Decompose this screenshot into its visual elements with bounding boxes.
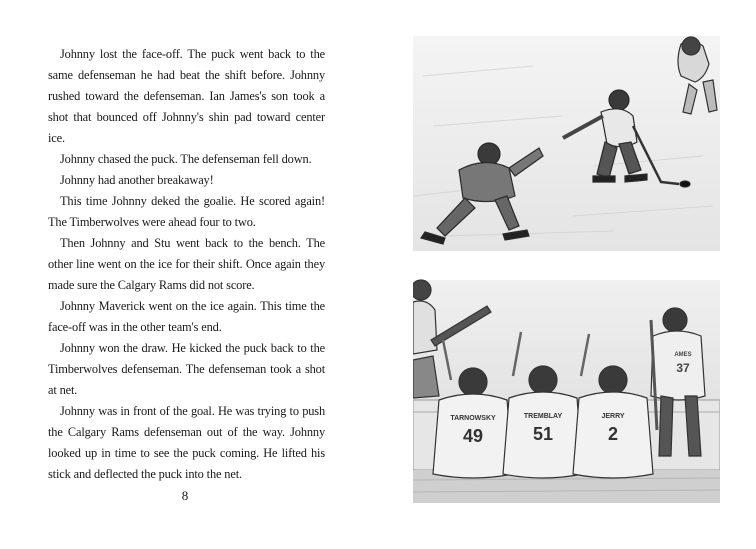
paragraph: Johnny lost the face-off. The puck went back to the same defenseman he had beat the shift before. Johnny rushed toward the defenseman. Ian James's son took a shot that bounced off Johnny's shin pad toward center ice. bbox=[48, 47, 325, 145]
jersey-name: TARNOWSKY bbox=[450, 415, 496, 422]
jersey-name: JERRY bbox=[601, 413, 625, 420]
jersey-number: 37 bbox=[676, 361, 690, 375]
paragraph: Johnny was in front of the goal. He was trying to push the Calgary Rams defenseman out of the way. Johnny looked up in time to see the puck coming. He lifted his stick and deflected the puck into the net. bbox=[48, 404, 325, 481]
paragraph: This time Johnny deked the goalie. He scored again! The Timberwolves were ahead four to two. bbox=[48, 194, 325, 229]
paragraph: Johnny Maverick went on the ice again. This time the face-off was in the other team's end. bbox=[48, 299, 325, 334]
paragraph: Johnny chased the puck. The defenseman fell down. bbox=[60, 152, 312, 166]
paragraph: Then Johnny and Stu went back to the bench. The other line went on the ice for their shift. Once again they made sure the Calgary Rams did not score. bbox=[48, 236, 325, 292]
page-number: 8 bbox=[181, 488, 189, 503]
jersey-name: AMES bbox=[674, 352, 692, 358]
hockey-illustration bbox=[413, 36, 720, 503]
jersey-number: 49 bbox=[462, 426, 484, 446]
page-text bbox=[48, 44, 325, 485]
paragraph: Johnny had another breakaway! bbox=[60, 173, 214, 187]
jersey-number: 2 bbox=[607, 424, 619, 444]
jersey-name: TREMBLAY bbox=[523, 413, 563, 420]
bench-scene bbox=[413, 280, 720, 503]
ice-action-scene bbox=[413, 36, 720, 251]
jersey-number: 51 bbox=[532, 424, 554, 444]
paragraph: Johnny won the draw. He kicked the puck back to the Timberwolves defenseman. The defenseman took a shot at net. bbox=[48, 341, 325, 397]
